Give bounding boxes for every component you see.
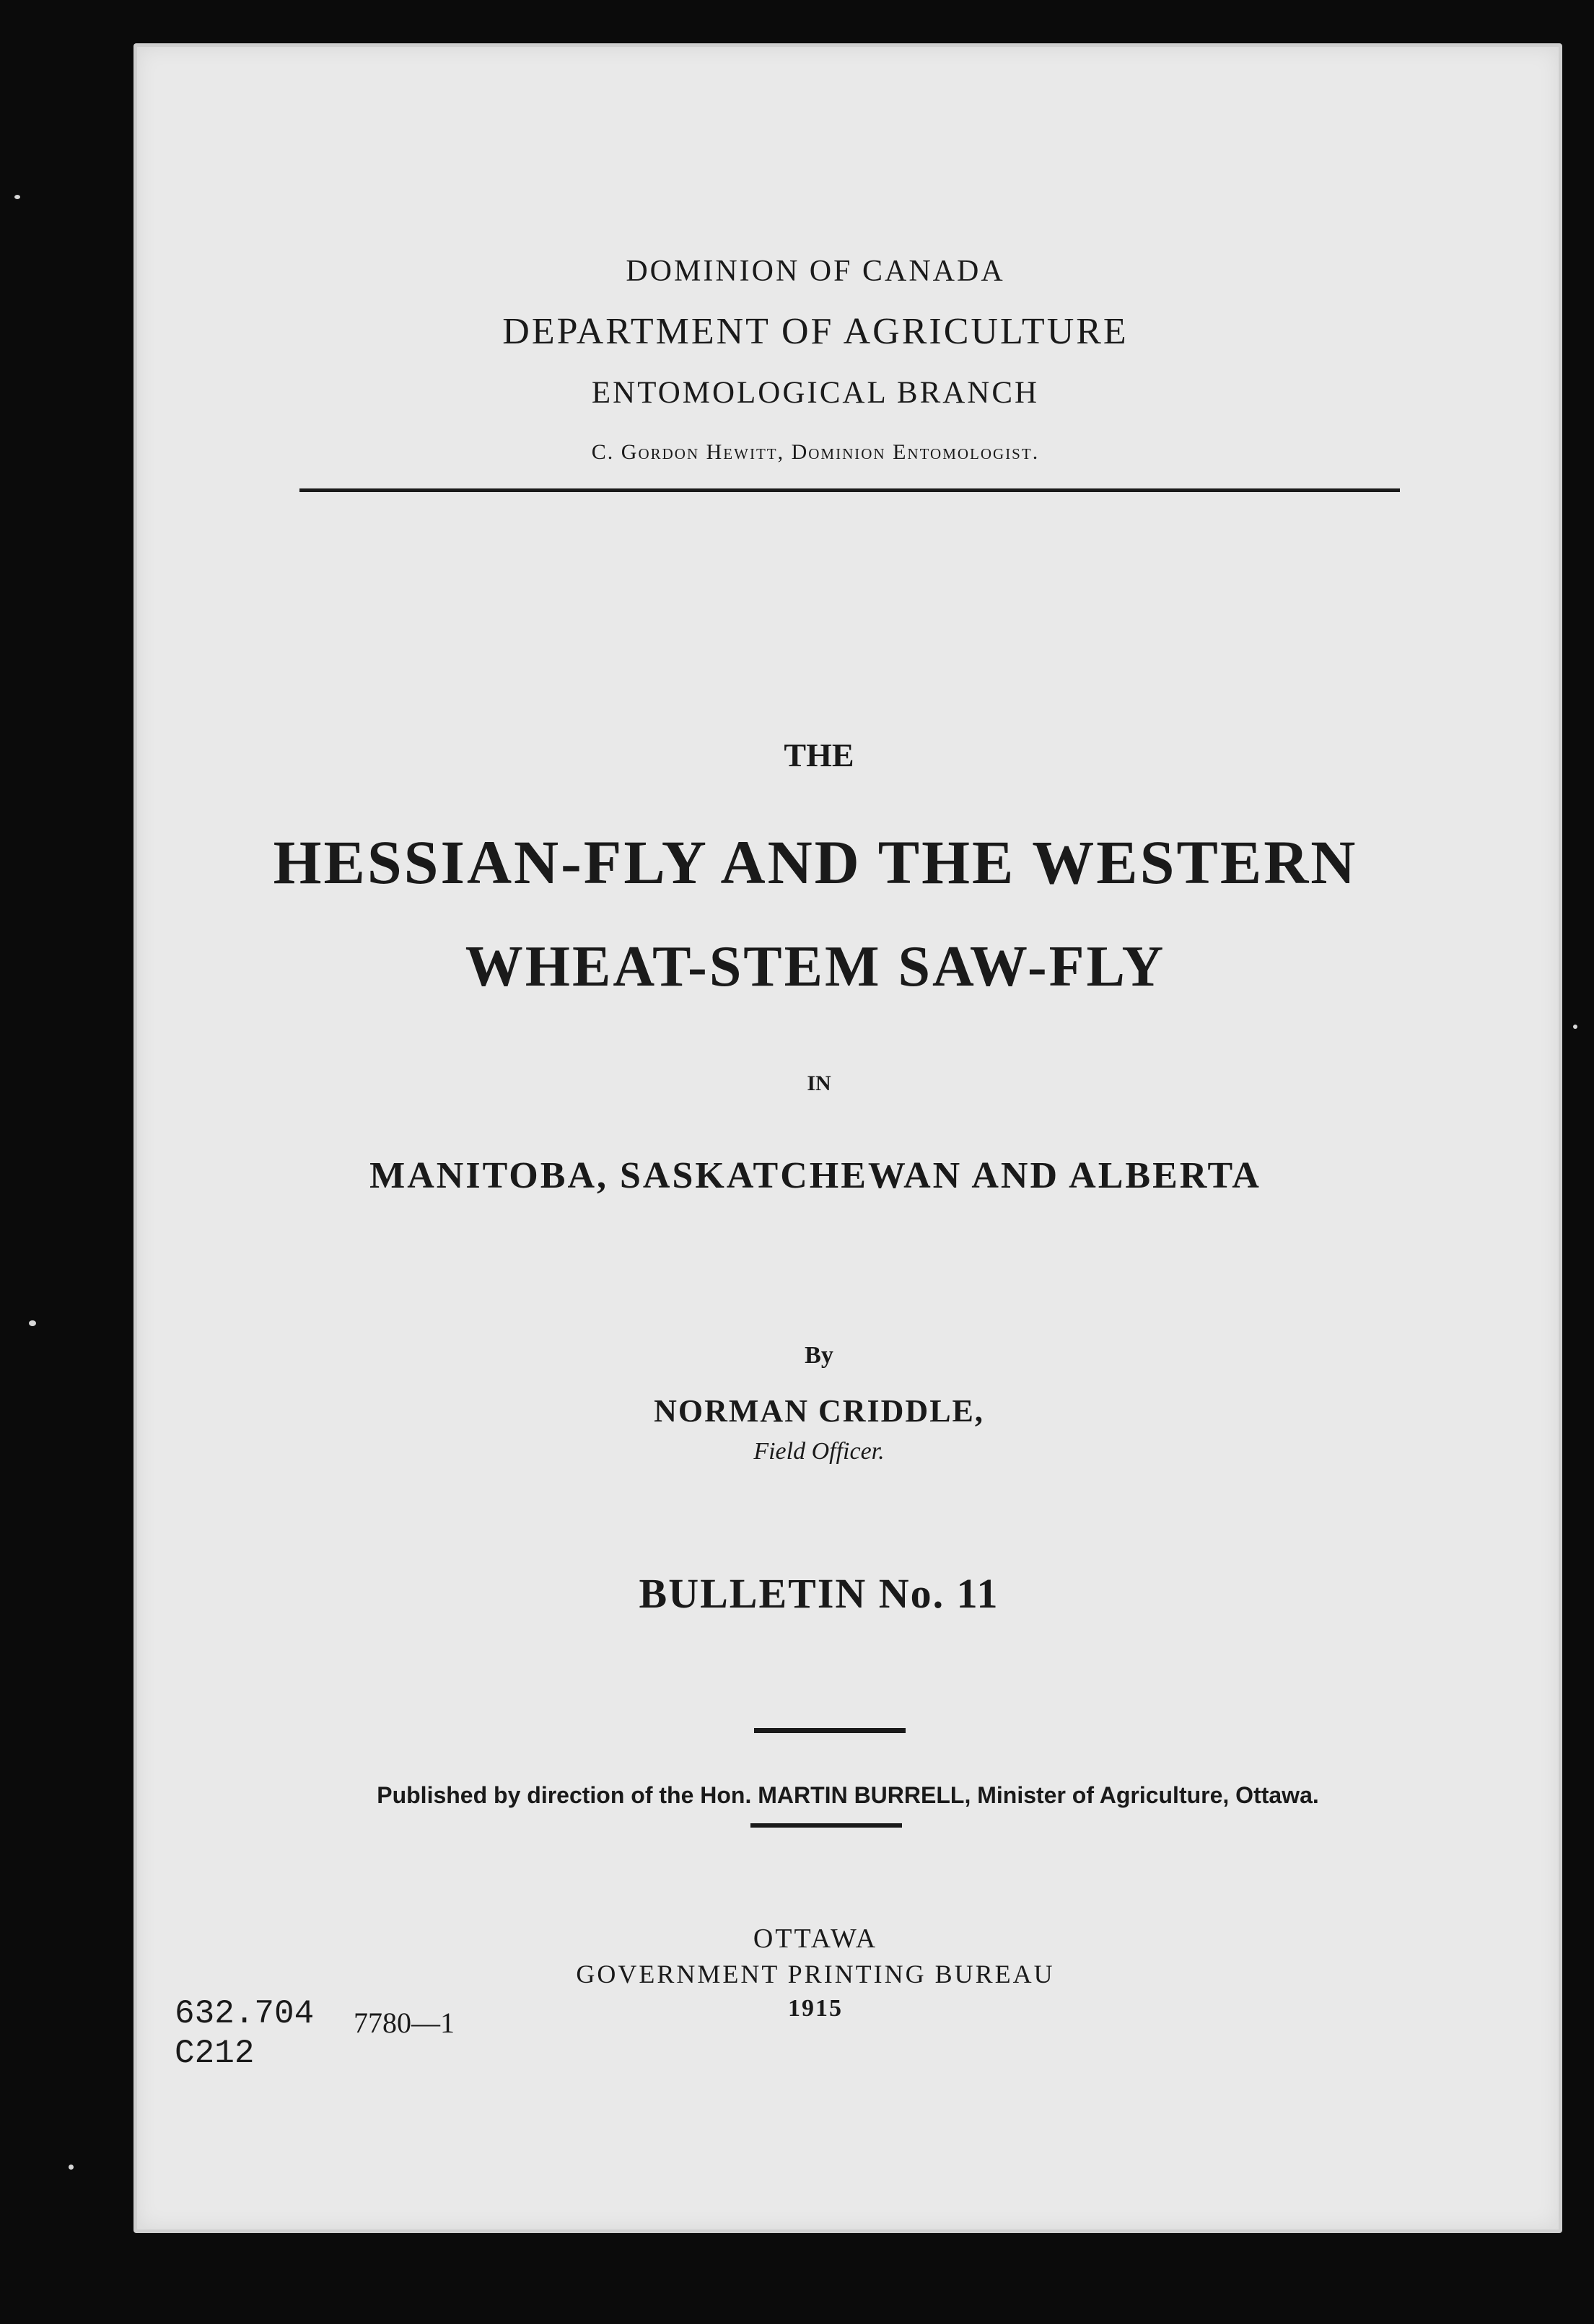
author-by: By bbox=[805, 1342, 833, 1369]
film-speck bbox=[69, 2165, 74, 2170]
call-number-line2: C212 bbox=[175, 2035, 255, 2072]
header-rule bbox=[299, 488, 1400, 492]
header-branch: ENTOMOLOGICAL BRANCH bbox=[591, 376, 1040, 410]
header-department: DEPARTMENT OF AGRICULTURE bbox=[502, 311, 1129, 352]
title-line1: HESSIAN-FLY AND THE WESTERN bbox=[273, 828, 1358, 897]
imprint-year: 1915 bbox=[788, 1995, 843, 2022]
author-role: Field Officer. bbox=[753, 1438, 885, 1465]
bulletin-rule-bottom bbox=[750, 1823, 902, 1828]
published-by-line: Published by direction of the Hon. MARTIN BURRELL, Minister of Agriculture, Ottawa. bbox=[377, 1782, 1319, 1808]
imprint-printer: GOVERNMENT PRINTING BUREAU bbox=[576, 1960, 1055, 1988]
title-in: IN bbox=[807, 1071, 831, 1095]
bulletin-rule-top bbox=[754, 1728, 906, 1733]
film-speck bbox=[14, 195, 20, 199]
document-page bbox=[137, 47, 1559, 2229]
bulletin-number: BULLETIN No. 11 bbox=[639, 1570, 999, 1617]
header-entomologist: C. Gordon Hewitt, Dominion Entomologist. bbox=[591, 440, 1040, 464]
title-the: THE bbox=[784, 737, 854, 773]
author-name: NORMAN CRIDDLE, bbox=[654, 1393, 984, 1429]
title-line2: WHEAT-STEM SAW-FLY bbox=[465, 935, 1166, 999]
call-number-line1: 632.704 bbox=[175, 1995, 315, 2033]
film-speck bbox=[1573, 1025, 1577, 1029]
print-code: 7780—1 bbox=[354, 2007, 455, 2039]
title-provinces: MANITOBA, SASKATCHEWAN AND ALBERTA bbox=[369, 1155, 1261, 1196]
header-dominion: DOMINION OF CANADA bbox=[626, 255, 1005, 288]
film-speck bbox=[29, 1320, 36, 1326]
imprint-city: OTTAWA bbox=[753, 1924, 878, 1954]
